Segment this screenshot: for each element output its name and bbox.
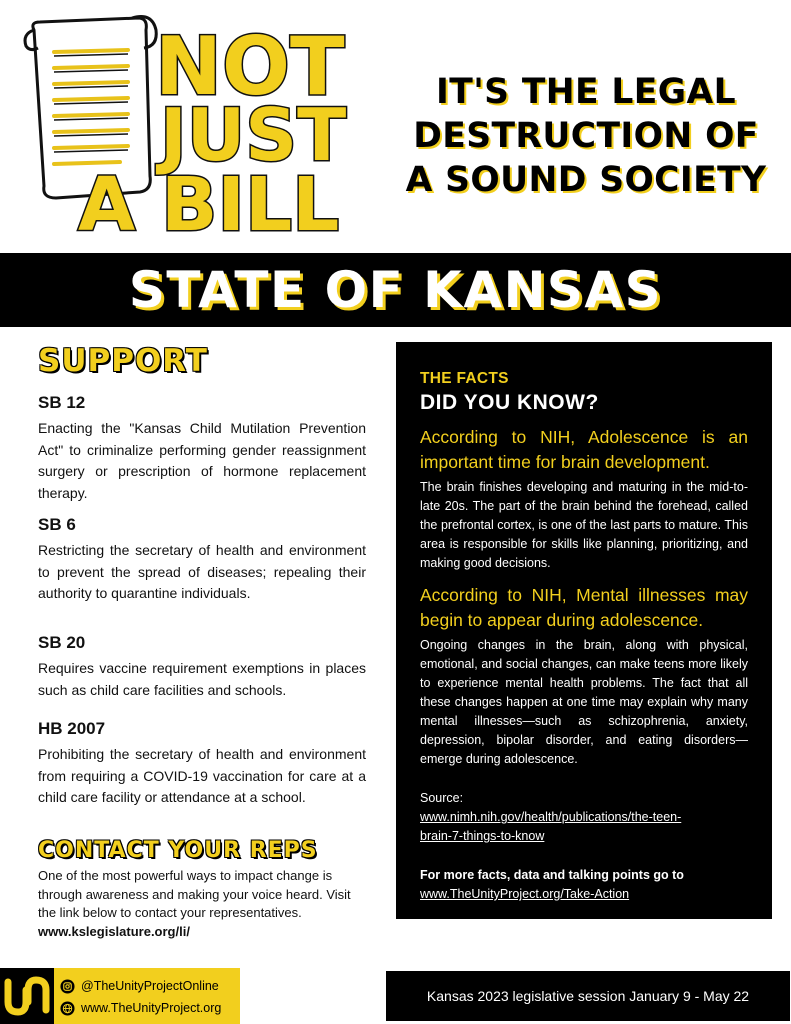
headline-line-2: DESTRUCTION OF — [413, 116, 759, 156]
not-just-a-bill-logo — [20, 8, 382, 236]
logo-graphic — [20, 8, 382, 236]
instagram-icon — [60, 979, 75, 994]
bill-description: Enacting the "Kansas Child Mutilation Prevention Act" to criminalize performing gender reassignment surgery or prescription of hormone replacement therapy. — [38, 420, 366, 501]
facts-panel — [396, 342, 772, 919]
source-link-line-2: brain-7-things-to-know — [420, 829, 545, 843]
state-banner — [0, 253, 791, 327]
facts-label: THE FACTS — [420, 370, 509, 387]
take-action-link[interactable]: www.TheUnityProject.org/Take-Action — [420, 887, 630, 901]
fact-body: The brain finishes developing and maturing in the mid-to-late 20s. The part of the brain behind the forehead, called the prefrontal cortex, is one of the last parts to mature. This area is responsible for skills like planning, prioritizing, and making good decisions. — [420, 480, 748, 570]
instagram-row[interactable] — [60, 976, 240, 996]
bill-sb-12 — [38, 393, 366, 504]
source-link-line-1: www.nimh.nih.gov/health/publications/the-teen- — [420, 810, 682, 824]
more-facts-text: For more facts, data and talking points go to — [420, 868, 684, 882]
headline-line-3: A SOUND SOCIETY — [405, 160, 767, 200]
unity-logo-icon — [0, 968, 54, 1024]
support-heading: SUPPORT — [38, 343, 208, 379]
fact-heading: According to NIH, Mental illnesses may begin to appear during adolescence. — [420, 585, 748, 630]
website-row[interactable] — [60, 998, 240, 1018]
fact-heading: According to NIH, Adolescence is an important time for brain development. — [420, 427, 748, 472]
source-label: Source: — [420, 791, 464, 805]
bill-description: Requires vaccine requirement exemptions in places such as child care facilities and schools. — [38, 660, 366, 698]
headline-line-1: IT'S THE LEGAL — [436, 72, 736, 112]
facts-title: DID YOU KNOW? — [420, 391, 599, 414]
instagram-handle: @TheUnityProjectOnline — [81, 979, 219, 993]
bill-code: SB 20 — [38, 633, 86, 652]
bill-sb-6 — [38, 515, 366, 605]
logo-line-3: A BILL — [78, 162, 340, 236]
fact-body: Ongoing changes in the brain, along with physical, emotional, and social changes, can make teens more likely to experience mental health problems. The fact that all these changes happen at one time may explain why many mental illnesses—such as schizophrenia, anxiety, depression, bipolar disorder, and eating disorders—emerge during adolescence. — [420, 638, 748, 766]
state-title: STATE OF KANSAS — [128, 261, 663, 319]
logo-line-2: JUST — [160, 93, 347, 177]
logo-line-1: NOT — [155, 20, 345, 113]
bill-description: Restricting the secretary of health and environment to prevent the spread of diseases; repealing their authority to quarantine individuals. — [38, 542, 366, 601]
bill-code: HB 2007 — [38, 719, 106, 738]
unity-project-logo — [0, 968, 54, 1024]
bill-description: Prohibiting the secretary of health and environment from requiring a COVID-19 vaccination for care at a child care facility or attendance at a school. — [38, 746, 366, 805]
contact-text: One of the most powerful ways to impact change is through awareness and making your voice heard. Visit the link below to contact your representatives. — [38, 868, 351, 920]
headline — [392, 70, 780, 202]
session-dates: Kansas 2023 legislative session January 9 - May 22 — [426, 988, 750, 1004]
bill-hb-2007 — [38, 719, 366, 809]
contact-section — [38, 867, 370, 941]
footer-contacts — [54, 968, 240, 1024]
globe-icon — [60, 1001, 75, 1016]
bill-code: SB 6 — [38, 515, 76, 534]
contact-heading: CONTACT YOUR REPS — [38, 838, 318, 863]
session-bar — [386, 971, 790, 1021]
website-link: www.TheUnityProject.org — [81, 1001, 222, 1015]
bill-sb-20 — [38, 633, 366, 701]
bill-code: SB 12 — [38, 393, 86, 412]
contact-link[interactable]: www.kslegislature.org/li/ — [38, 923, 190, 939]
source-link[interactable] — [420, 808, 748, 846]
